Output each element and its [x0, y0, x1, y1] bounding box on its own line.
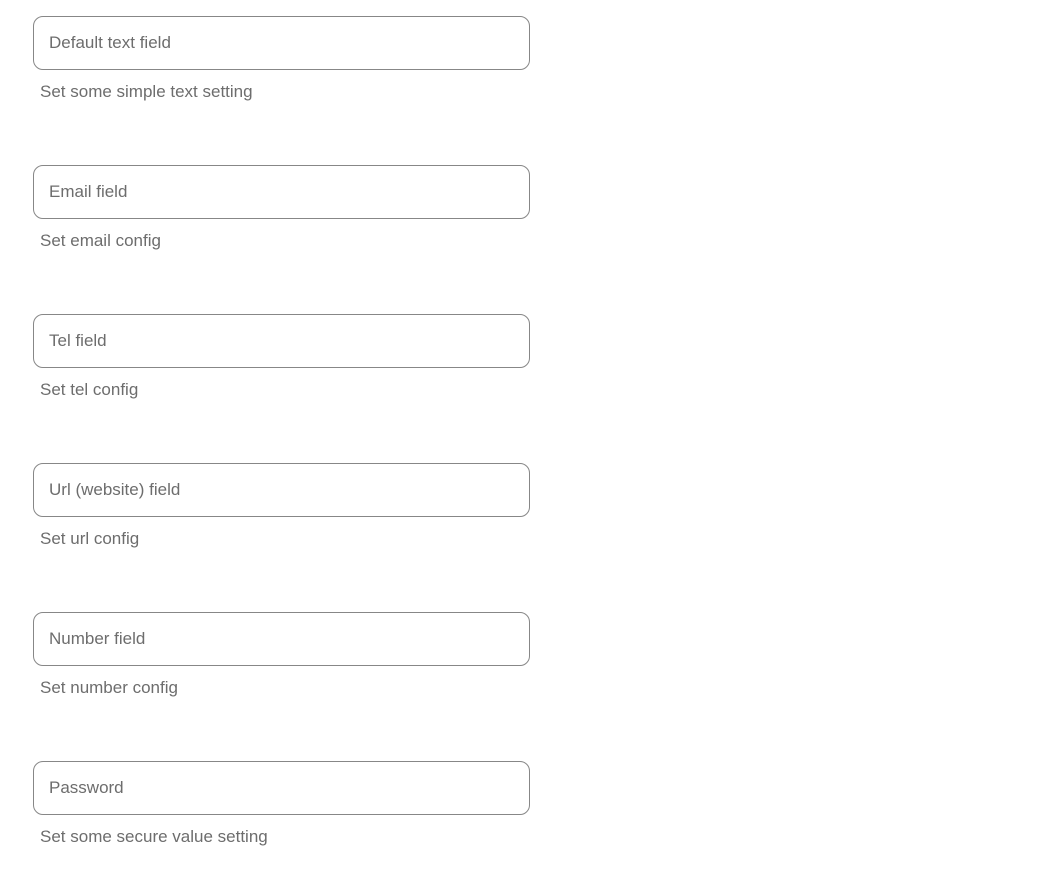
url-helper: Set url config: [40, 529, 140, 548]
email-helper: Set email config: [40, 231, 161, 250]
tel-input[interactable]: [33, 314, 530, 368]
field-group-number: [33, 612, 1060, 698]
field-group-url: [33, 463, 1060, 549]
number-helper: Set number config: [40, 678, 178, 697]
default-text-input[interactable]: [33, 16, 530, 70]
field-group-tel: [33, 314, 1060, 400]
tel-helper: Set tel config: [40, 380, 139, 399]
email-input[interactable]: [33, 165, 530, 219]
field-group-email: [33, 165, 1060, 251]
default-text-helper: Set some simple text setting: [40, 82, 253, 101]
password-input[interactable]: [33, 761, 530, 815]
url-input[interactable]: [33, 463, 530, 517]
password-helper: Set some secure value setting: [40, 827, 268, 846]
field-group-password: [33, 761, 1060, 847]
field-group-default-text: [33, 16, 1060, 102]
number-input[interactable]: [33, 612, 530, 666]
